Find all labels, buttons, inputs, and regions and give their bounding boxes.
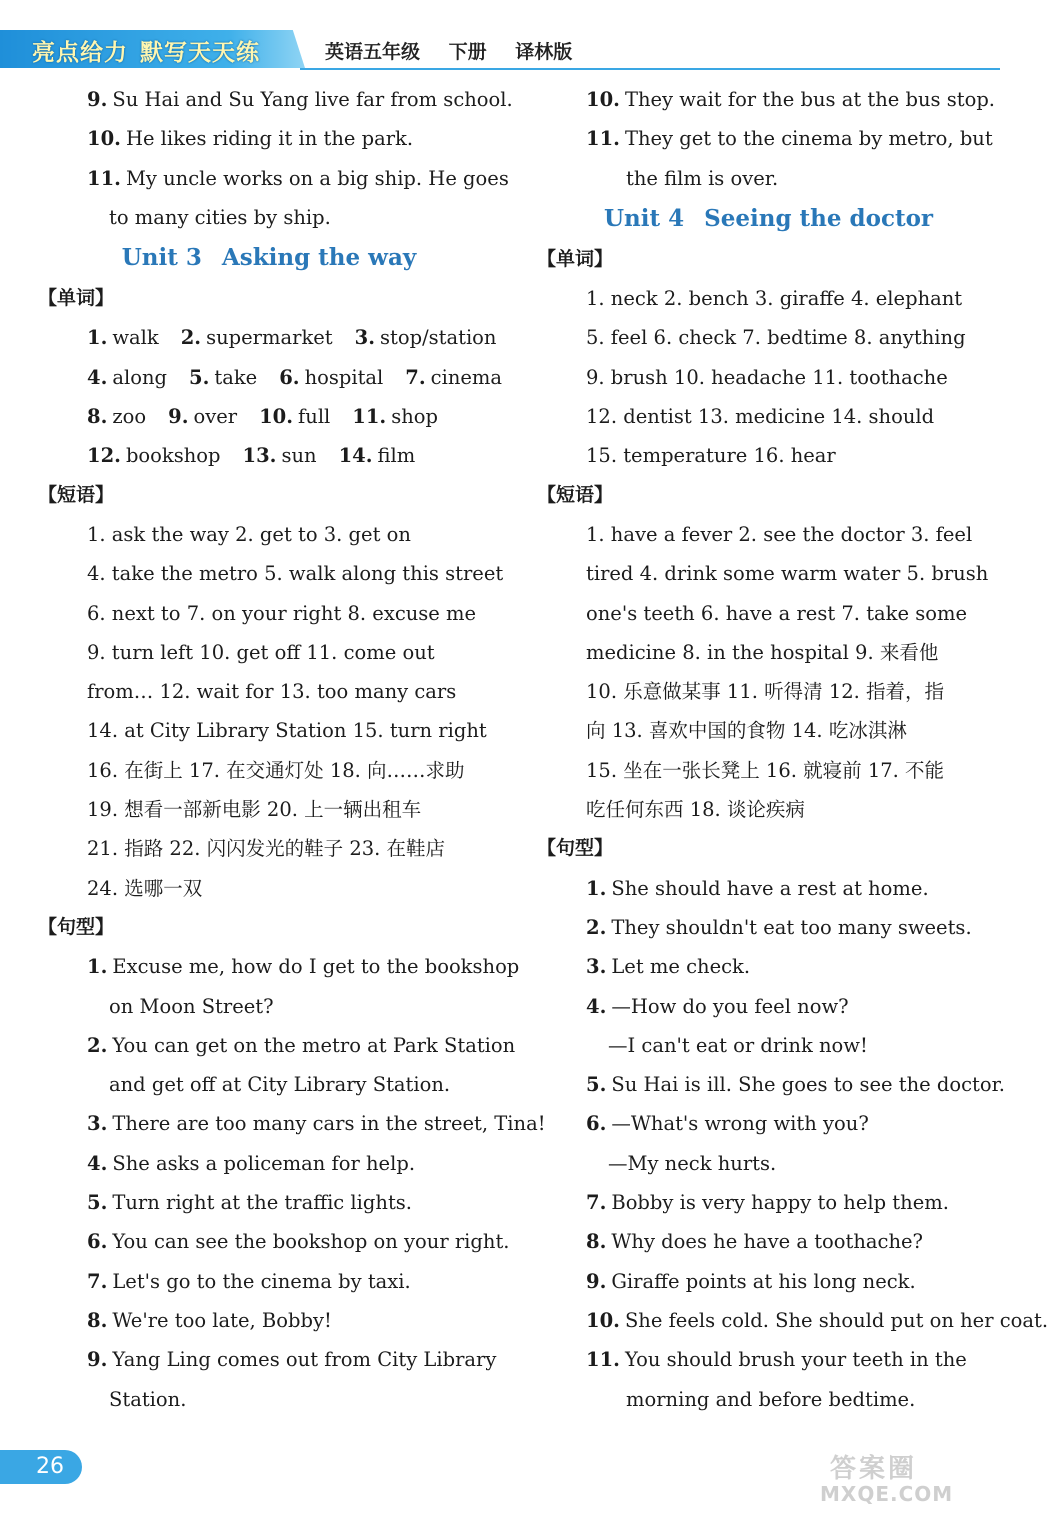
- header-divider: [300, 68, 1000, 70]
- section-title-sentences: 【句型】: [537, 837, 614, 860]
- sentence-line: 6. —What's wrong with you?: [586, 1112, 869, 1136]
- page-header: [0, 30, 1000, 70]
- phrase-line: 1. ask the way 2. get to 3. get on: [87, 522, 411, 546]
- word-line: 8. zoo 9. over 10. full 11. shop: [87, 405, 439, 429]
- sentence-line: 3. Let me check.: [586, 955, 751, 979]
- sentence-line: 8. We're too late, Bobby!: [87, 1308, 332, 1332]
- sentence-line: on Moon Street?: [109, 994, 274, 1018]
- word-line: 4. along 5. take 6. hospital 7. cinema: [87, 365, 503, 389]
- book-volume: 下册: [448, 41, 487, 63]
- unit-heading: [38, 237, 500, 279]
- phrase-line: 15. 坐在一张长凳上 16. 就寝前 17. 不能: [586, 758, 945, 782]
- sentence-line: 5. Turn right at the traffic lights.: [87, 1191, 412, 1215]
- book-subject: 英语五年级: [325, 41, 421, 63]
- sentence-line: 2. They shouldn't eat too many sweets.: [586, 915, 972, 939]
- sentence-line: 4. She asks a policeman for help.: [87, 1151, 416, 1175]
- phrase-line: 21. 指路 22. 闪闪发光的鞋子 23. 在鞋店: [87, 837, 446, 861]
- unit-heading: [537, 198, 1000, 240]
- sentence-line: 11. They get to the cinema by metro, but: [586, 127, 993, 151]
- sentence-line: 9. Su Hai and Su Yang live far from school.: [87, 88, 513, 111]
- sentence-line: 4. —How do you feel now?: [586, 994, 849, 1018]
- watermark-text: 答案圈: [830, 1454, 918, 1484]
- phrase-line: 24. 选哪一双: [87, 876, 203, 900]
- word-line: 12. dentist 13. medicine 14. should: [586, 405, 935, 429]
- phrase-line: one's teeth 6. have a rest 7. take some: [586, 601, 967, 625]
- section-title-words: 【单词】: [38, 287, 115, 310]
- sentence-line: and get off at City Library Station.: [109, 1073, 451, 1097]
- sentence-line: 11. You should brush your teeth in the: [586, 1348, 967, 1372]
- phrase-line: 9. turn left 10. get off 11. come out: [87, 640, 435, 664]
- watermark-url: MXQE.COM: [820, 1482, 954, 1506]
- page-number: 26: [0, 1450, 82, 1484]
- section-title-sentences: 【句型】: [38, 915, 115, 938]
- word-line: 1. walk 2. supermarket 3. stop/station: [87, 326, 497, 350]
- unit-number: Unit 3: [121, 244, 202, 272]
- word-line: 5. feel 6. check 7. bedtime 8. anything: [586, 326, 966, 350]
- phrase-line: from… 12. wait for 13. too many cars: [87, 680, 457, 704]
- sentence-line: 10. He likes riding it in the park.: [87, 127, 414, 151]
- sentence-line: 9. Yang Ling comes out from City Library: [87, 1348, 497, 1372]
- sentence-line: 3. There are too many cars in the street, Tina!: [87, 1112, 546, 1136]
- sentence-line: 8. Why does he have a toothache?: [586, 1230, 924, 1254]
- left-column: [38, 80, 546, 1419]
- sentence-line: 9. Giraffe points at his long neck.: [586, 1269, 916, 1293]
- sentence-line: to many cities by ship.: [109, 205, 331, 229]
- unit-title: Asking the way: [221, 244, 417, 272]
- sentence-line: 1. Excuse me, how do I get to the bookshop: [87, 955, 520, 979]
- phrase-line: 19. 想看一部新电影 20. 上一辆出租车: [87, 798, 422, 822]
- phrase-line: 6. next to 7. on your right 8. excuse me: [87, 601, 477, 625]
- sentence-line: —My neck hurts.: [608, 1151, 777, 1175]
- brand-title-left: 亮点给力: [32, 40, 128, 66]
- brand-title-right: 默写天天练: [140, 40, 260, 66]
- sentence-line: 6. You can see the bookshop on your right.: [87, 1230, 510, 1254]
- sentence-line: 11. My uncle works on a big ship. He goes: [87, 166, 509, 190]
- unit-number: Unit 4: [603, 204, 685, 232]
- section-title-words: 【单词】: [537, 247, 614, 270]
- sentence-line: the film is over.: [626, 166, 779, 190]
- phrase-line: 4. take the metro 5. walk along this street: [87, 562, 504, 586]
- section-title-phrases: 【短语】: [38, 483, 115, 506]
- phrase-line: 吃任何东西 18. 谈论疾病: [586, 798, 805, 822]
- right-column: [537, 80, 1048, 1419]
- phrase-line: 1. have a fever 2. see the doctor 3. feel: [586, 522, 973, 546]
- brand-title: [32, 34, 260, 67]
- sentence-line: Station.: [109, 1387, 187, 1411]
- sentence-line: 7. Bobby is very happy to help them.: [586, 1191, 949, 1215]
- watermark-logo: [820, 1448, 995, 1508]
- word-line: 15. temperature 16. hear: [586, 444, 836, 468]
- sentence-line: —I can't eat or drink now!: [608, 1033, 868, 1057]
- phrase-line: 10. 乐意做某事 11. 听得清 12. 指着，指: [586, 680, 945, 704]
- sentence-line: 7. Let's go to the cinema by taxi.: [87, 1269, 411, 1293]
- sentence-line: 10. She feels cold. She should put on her coat.: [586, 1308, 1048, 1332]
- sentence-line: 2. You can get on the metro at Park Station: [87, 1033, 516, 1057]
- phrase-line: 16. 在街上 17. 在交通灯处 18. 向……求助: [87, 758, 465, 782]
- word-line: 9. brush 10. headache 11. toothache: [586, 365, 948, 389]
- sentence-line: 1. She should have a rest at home.: [586, 876, 929, 900]
- word-line: 12. bookshop 13. sun 14. film: [87, 444, 416, 468]
- section-title-phrases: 【短语】: [537, 483, 614, 506]
- word-line: 1. neck 2. bench 3. giraffe 4. elephant: [586, 287, 963, 311]
- phrase-line: 14. at City Library Station 15. turn right: [87, 719, 487, 743]
- sentence-line: 10. They wait for the bus at the bus stop.: [586, 88, 996, 111]
- sentence-line: 5. Su Hai is ill. She goes to see the doctor.: [586, 1073, 1006, 1097]
- book-info: [325, 37, 594, 64]
- book-edition: 译林版: [515, 41, 573, 63]
- phrase-line: medicine 8. in the hospital 9. 来看他: [586, 640, 939, 664]
- sentence-line: morning and before bedtime.: [626, 1387, 916, 1411]
- phrase-line: 向 13. 喜欢中国的食物 14. 吃冰淇淋: [586, 719, 907, 743]
- unit-title: Seeing the doctor: [704, 204, 934, 232]
- phrase-line: tired 4. drink some warm water 5. brush: [586, 562, 989, 586]
